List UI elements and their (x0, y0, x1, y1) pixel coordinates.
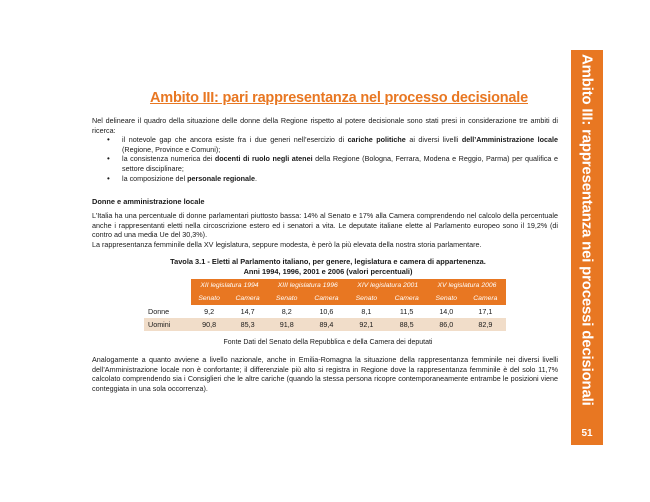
table-cell: 8,2 (268, 305, 305, 318)
legislature-header: XIV legislatura 2001 (347, 279, 427, 292)
bullet-item-personale: • la composizione del personale regionale. (122, 174, 558, 184)
table-header-legislatures (144, 279, 506, 292)
chamber-header: Camera (465, 292, 506, 305)
table-header-chambers (144, 292, 506, 305)
table-cell: 90,8 (191, 318, 227, 331)
paragraph-parlamento-a: L’Italia ha una percentuale di donne parlamentari piuttosto bassa: 14% al Senato e 17% alla Camera comprendendo nel calcolo della percentuale anche i rappresentanti eletti nella circoscrizione estero ed i senatori a vita. Le deputate italiane elette al Parlamento europeo sono il 19,2% (di contro ad una media Ue del 30,3%). (92, 211, 558, 240)
intro-section (92, 116, 558, 183)
table-cell: 14,0 (428, 305, 465, 318)
table-corner-cell (144, 292, 191, 305)
paragraph-parlamento (92, 211, 558, 249)
paragraph-emilia-romagna: Analogamente a quanto avviene a livello nazionale, anche in Emilia-Romagna la situazione della rappresentanza femminile nei diversi livelli dell’Amministrazione locale non è confortante; il differenziale più alto si registra in Regione dove la rappresentanza femminile è del solo 11,7% calcolato comprendendo sia i Consiglieri che le altre cariche (quando la stessa persona ricopre contemporaneamente entrambe le posizioni viene conteggiata in una sola occorrenza). (92, 355, 558, 393)
chamber-header: Senato (191, 292, 227, 305)
chamber-header: Camera (305, 292, 347, 305)
table-corner-cell (144, 279, 191, 292)
table-cell: 88,5 (385, 318, 428, 331)
table-cell: 89,4 (305, 318, 347, 331)
table-cell: 82,9 (465, 318, 506, 331)
table-caption (120, 257, 536, 276)
row-label: Donne (144, 305, 191, 318)
chamber-header: Camera (385, 292, 428, 305)
legislature-header: XII legislatura 1994 (191, 279, 268, 292)
legislature-header: XV legislatura 2006 (428, 279, 506, 292)
table-cell: 17,1 (465, 305, 506, 318)
legislature-header: XIII legislatura 1996 (268, 279, 347, 292)
table-cell: 85,3 (227, 318, 268, 331)
table-cell: 8,1 (347, 305, 385, 318)
paragraph-parlamento-b: La rappresentanza femminile della XV legislatura, seppure modesta, è però la più elevata della nostra storia parlamentare. (92, 239, 482, 249)
intro-paragraph: Nel delineare il quadro della situazione delle donne della Regione rispetto al potere decisionale sono stati presi in considerazione tre ambiti di ricerca: (92, 116, 558, 135)
table-cell: 92,1 (347, 318, 385, 331)
section-heading: Donne e amministrazione locale (92, 197, 205, 206)
page-number: 51 (581, 428, 593, 439)
sidebar-title: Ambito III: rappresentanza nei processi decisionali (578, 54, 596, 406)
table-cell: 9,2 (191, 305, 227, 318)
chamber-header: Senato (428, 292, 465, 305)
table-source: Fonte Dati del Senato della Repubblica e della Camera dei deputati (223, 339, 433, 346)
chapter-sidebar (571, 50, 603, 445)
table-cell: 10,6 (305, 305, 347, 318)
table-caption-line2: Anni 1994, 1996, 2001 e 2006 (valori percentuali) (243, 266, 413, 276)
chamber-header: Camera (227, 292, 268, 305)
bullet-item-cariche: • il notevole gap che ancora esiste fra i due generi nell’esercizio di cariche politiche ai diversi livelli dell’Amministrazione locale (Regione, Province e Comuni); (122, 135, 558, 154)
chamber-header: Senato (347, 292, 385, 305)
table-cell: 14,7 (227, 305, 268, 318)
table-caption-line1: Tavola 3.1 - Eletti al Parlamento italiano, per genere, legislatura e camera di appartenenza. (170, 257, 486, 266)
page-title: Ambito III: pari rappresentanza nel processo decisionale (150, 90, 528, 106)
data-table (144, 279, 506, 331)
table-row (144, 318, 506, 331)
table-cell: 86,0 (428, 318, 465, 331)
chamber-header: Senato (268, 292, 305, 305)
bullet-item-docenti: • la consistenza numerica dei docenti di ruolo negli atenei della Regione (Bologna, Ferrara, Modena e Reggio, Parma) per qualifica e settore disciplinare; (122, 154, 558, 173)
table-row (144, 305, 506, 318)
intro-bullet-list (92, 135, 558, 183)
table-cell: 91,8 (268, 318, 305, 331)
table-cell: 11,5 (385, 305, 428, 318)
row-label: Uomini (144, 318, 191, 331)
